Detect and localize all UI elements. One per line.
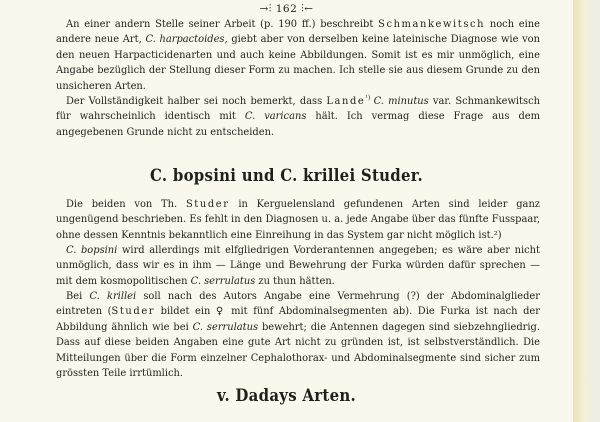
section-heading-bopsini: C. bopsini und C. krillei Studer. <box>149 166 424 186</box>
text-run: soll nach des Autors Angabe eine Vermehrung (?) der Abdominalglieder eintreten ( <box>56 291 541 318</box>
section-heading-daday: v. Dadays Arten. <box>217 386 356 406</box>
text-run: in Kerguelensland gefundenen Arten sind leider ganz ungenügend beschrieben. Es fehlt in den Diagnosen u. a. jede Angabe über das fünfte Fusspaar, ohne dessen Kenntnis bekanntlich eine Einreihung in das System gar nicht möglich ist.²) <box>56 199 541 241</box>
text-run: zu thun hätten. <box>255 275 335 287</box>
text-run: Lande <box>326 96 366 107</box>
text-run: Studer <box>185 199 230 210</box>
page-edge <box>573 0 600 422</box>
text-run: C. varicans <box>244 111 307 123</box>
text-run: hält. Ich vermag diese Frage aus dem angegebenen Grunde nicht zu entscheiden. <box>56 111 540 138</box>
text-run: Studer <box>111 306 156 318</box>
text-run: C. serrulatus <box>190 275 256 287</box>
text-run: C. serrulatus <box>192 321 259 333</box>
text-run: ¹) <box>365 93 374 102</box>
text-run: bewehrt; die Antennen dagegen sind siebzehngliedrig. Dass auf diese beiden Angaben eine gute Art nicht zu gründen ist, ist selbstverständlich. Die Mitteilungen über die Form einzelner Cephalothorax- und Abdominalsegmente sind sicher zum grössten Teile irrtümlich. <box>56 321 540 380</box>
text-run: C. minutus <box>373 96 429 107</box>
paragraph-4 <box>56 243 540 289</box>
text-run: Der Vollständigkeit halber sei noch bemerkt, dass <box>66 96 327 107</box>
text-run: Schmankewitsch <box>378 19 486 30</box>
paragraph-2 <box>56 94 540 140</box>
paragraph-5 <box>56 289 540 381</box>
page-header: →⫶ 162 ⫶← <box>259 3 314 15</box>
text-run: C. krillei <box>89 291 137 302</box>
paragraph-3 <box>56 197 540 243</box>
text-run: giebt aber von derselben keine lateinische Diagnose wie von den neuen Harpacticidenarten und auch keine Abbildungen. Somit ist es mir unmöglich, eine Angabe bezüglich der Stellung dieser Form zu machen. Ich stelle sie aus diesem Grunde zu den unsicheren Arten. <box>56 34 540 92</box>
text-run: bildet ein ♀ mit fünf Abdominalsegmenten ab). Die Furka ist nach der Abbildung ähnlich wie bei <box>56 306 540 333</box>
text-run: Bei <box>66 291 90 302</box>
text-run: var. Schmankewitsch für wahrscheinlich identisch mit <box>56 96 540 123</box>
text-run: noch eine andere neue Art, <box>56 19 540 46</box>
paragraph-1 <box>56 17 540 94</box>
text-run: Die beiden von Th. <box>66 199 186 210</box>
text-run: C. bopsini <box>66 245 118 256</box>
text-run: C. harpactoides, <box>145 34 228 46</box>
text-run: An einer andern Stelle seiner Arbeit (p. 190 ff.) beschreibt <box>66 19 379 30</box>
text-run: wird allerdings mit elfgliedrigen Vorderantennen angegeben; es wäre aber nicht unmöglich, dass wir es in ihm — Länge und Bewehrung der Furka würden dafür sprechen — mit dem kosmopolitischen <box>56 245 540 287</box>
